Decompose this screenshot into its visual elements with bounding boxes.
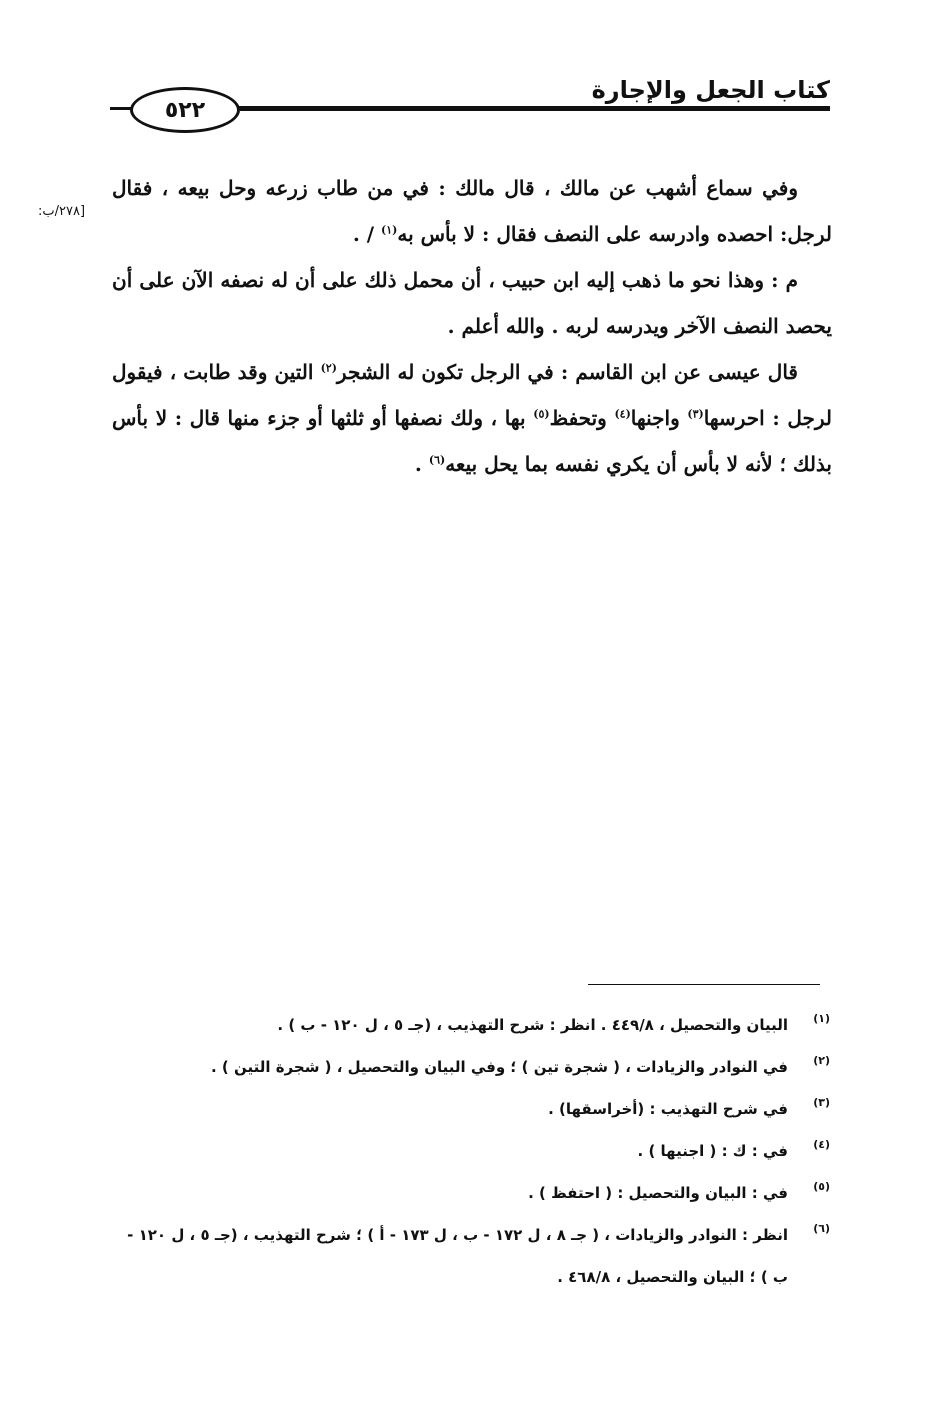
footnote-4 bbox=[108, 1130, 830, 1172]
running-title: كتاب الجعل والإجارة bbox=[591, 76, 830, 104]
footnote-5 bbox=[108, 1172, 830, 1214]
paragraph-3-text-e: بها ، ولك نصفها أو ثلثها أو جزء منها قال : لا بأس بذلك ؛ لأنه لا بأس أن يكري نفسه بما يحل بيعه bbox=[112, 406, 832, 476]
footnote-ref-4: (٤) bbox=[614, 407, 631, 421]
margin-folio-reference: [٢٧٨/ب: bbox=[38, 204, 86, 219]
page-header bbox=[110, 70, 830, 130]
paragraph-3-text-a: قال عيسى عن ابن القاسم : في الرجل تكون له الشجر bbox=[336, 360, 798, 384]
paragraph-1 bbox=[112, 165, 832, 257]
header-rule bbox=[220, 106, 830, 111]
footnote-number: (٥) bbox=[813, 1180, 830, 1193]
footnote-ref-5: (٥) bbox=[533, 407, 550, 421]
paragraph-3-text-d: وتحفظ bbox=[549, 406, 615, 430]
footnote-separator bbox=[588, 984, 820, 985]
footnote-number: (٢) bbox=[813, 1054, 830, 1067]
footnote-ref-2: (٢) bbox=[320, 361, 337, 375]
paragraph-3 bbox=[112, 349, 832, 487]
footnote-ref-3: (٣) bbox=[687, 407, 704, 421]
footnote-1 bbox=[108, 1004, 830, 1046]
paragraph-2: م : وهذا نحو ما ذهب إليه ابن حبيب ، أن محمل ذلك على أن له نصفه الآن على أن يحصد النصف الآخر ويدرسه لربه . والله أعلم . bbox=[112, 268, 832, 338]
footnote-text: في : ك : ( اجنيها ) . bbox=[637, 1142, 788, 1160]
footnotes bbox=[108, 1004, 830, 1298]
footnote-number: (٦) bbox=[813, 1222, 830, 1235]
paragraph-1-text: وفي سماع أشهب عن مالك ، قال مالك : في من طاب زرعه وحل بيعه ، فقال لرجل: احصده وادرسه على النصف فقال : لا بأس به bbox=[112, 176, 832, 246]
page-number: ٥٢٢ bbox=[130, 87, 240, 133]
footnote-text: في النوادر والزيادات ، ( شجرة تين ) ؛ وفي البيان والتحصيل ، ( شجرة التين ) . bbox=[210, 1058, 788, 1076]
footnote-number: (٤) bbox=[813, 1138, 830, 1151]
footnote-text: البيان والتحصيل ، ٤٤٩/٨ . انظر : شرح التهذيب ، (جـ ٥ ، ل ١٢٠ - ب ) . bbox=[277, 1016, 788, 1034]
footnote-ref-6: (٦) bbox=[428, 453, 446, 467]
paragraph-3-text-b: التين وقد طابت ، فيقول لرجل : احرسها bbox=[112, 360, 832, 430]
footnote-number: (١) bbox=[813, 1012, 830, 1025]
paragraph-3-text-c: واجنها bbox=[630, 406, 688, 430]
footnote-number: (٣) bbox=[813, 1096, 830, 1109]
footnote-text: في شرح التهذيب : (أخراسقها) . bbox=[548, 1100, 788, 1118]
footnote-6 bbox=[108, 1214, 830, 1298]
footnote-ref-1: (١) bbox=[381, 223, 398, 237]
footnote-text: انظر : النوادر والزيادات ، ( جـ ٨ ، ل ١٧٢ - ب ، ل ١٧٣ - أ ) ؛ شرح التهذيب ، (جـ ٥ ، ل ١٢٠ - ب ) ؛ البيان والتحصيل ، ٤٦٨/٨ . bbox=[127, 1226, 788, 1286]
footnote-2 bbox=[108, 1046, 830, 1088]
footnote-3 bbox=[108, 1088, 830, 1130]
footnote-text: في : البيان والتحصيل : ( احتفظ ) . bbox=[528, 1184, 788, 1202]
main-text bbox=[112, 165, 832, 487]
paragraph-1-tail: / . bbox=[352, 222, 382, 246]
paragraph-3-text-f: . bbox=[414, 452, 429, 476]
